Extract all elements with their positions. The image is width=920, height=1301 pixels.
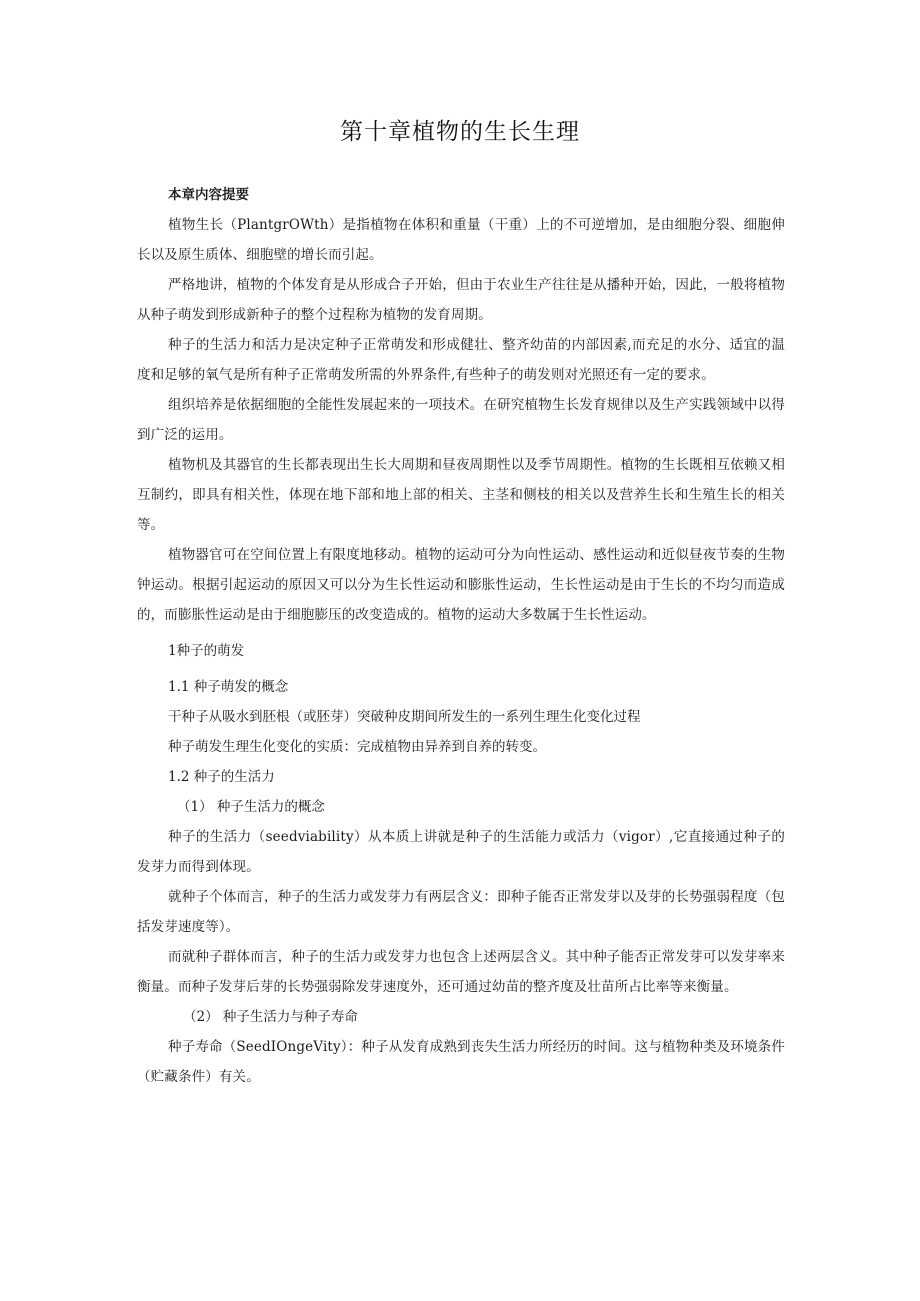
summary-paragraph: 严格地讲，植物的个体发育是从形成合子开始，但由于农业生产往往是从播种开始，因此，一般将植物从种子萌发到形成新种子的整个过程称为植物的发育周期。 xyxy=(137,277,785,323)
summary-paragraph: 组织培养是依据细胞的全能性发展起来的一项技术。在研究植物生长发育规律以及生产实践领域中以得到广泛的运用。 xyxy=(137,397,785,443)
section-heading: 1种子的萌发 xyxy=(168,643,245,659)
body-paragraph: 种子寿命（SeedIOngeVity）：种子从发育成熟到丧失生活力所经历的时间。这与植物种类及环境条件（贮藏条件）有关。 xyxy=(137,1039,785,1085)
summary-paragraph: 植物机及其器官的生长都表现出生长大周期和昼夜周期性以及季节周期性。植物的生长既相互依赖又相互制约，即具有相关性，体现在地下部和地上部的相关、主茎和侧枝的相关以及营养生长和生殖生长的相关等。 xyxy=(137,457,785,533)
subsection-heading: 1.2 种子的生活力 xyxy=(168,769,275,785)
summary-heading: 本章内容提要 xyxy=(168,187,249,203)
page-title: 第十章植物的生长生理 xyxy=(340,119,580,145)
body-paragraph: 就种子个体而言，种子的生活力或发芽力有两层含义：即种子能否正常发芽以及芽的长势强弱程度（包括发芽速度等）。 xyxy=(137,889,785,935)
body-line: 种子萌发生理生化变化的实质：完成植物由异养到自养的转变。 xyxy=(168,739,546,755)
sub-subsection-heading: （1） 种子生活力的概念 xyxy=(177,799,325,815)
sub-subsection-heading: （2） 种子生活力与种子寿命 xyxy=(183,1009,358,1025)
summary-paragraph: 植物生长（PlantgrOWth）是指植物在体积和重量（干重）上的不可逆增加，是由细胞分裂、细胞伸长以及原生质体、细胞壁的增长而引起。 xyxy=(137,217,785,263)
document-body xyxy=(137,180,785,1092)
body-paragraph: 而就种子群体而言，种子的生活力或发芽力也包含上述两层含义。其中种子能否正常发芽可以发芽率来衡量。而种子发芽后芽的长势强弱除发芽速度外，还可通过幼苗的整齐度及壮苗所占比率等来衡量。 xyxy=(137,949,785,995)
body-line: 干种子从吸水到胚根（或胚芽）突破种皮期间所发生的一系列生理生化变化过程 xyxy=(168,709,641,725)
body-paragraph: 种子的生活力（seedviability）从本质上讲就是种子的生活能力或活力（vigor）,它直接通过种子的发芽力而得到体现。 xyxy=(137,829,785,875)
summary-paragraph: 植物器官可在空间位置上有限度地移动。植物的运动可分为向性运动、感性运动和近似昼夜节奏的生物钟运动。根据引起运动的原因又可以分为生长性运动和膨胀性运动，生长性运动是由于生长的不均匀而造成的，而膨胀性运动是由于细胞膨压的改变造成的。植物的运动大多数属于生长性运动。 xyxy=(137,547,785,623)
subsection-heading: 1.1 种子萌发的概念 xyxy=(168,679,289,695)
summary-paragraph: 种子的生活力和活力是决定种子正常萌发和形成健壮、整齐幼苗的内部因素,而充足的水分、适宜的温度和足够的氧气是所有种子正常萌发所需的外界条件,有些种子的萌发则对光照还有一定的要求。 xyxy=(137,337,785,383)
